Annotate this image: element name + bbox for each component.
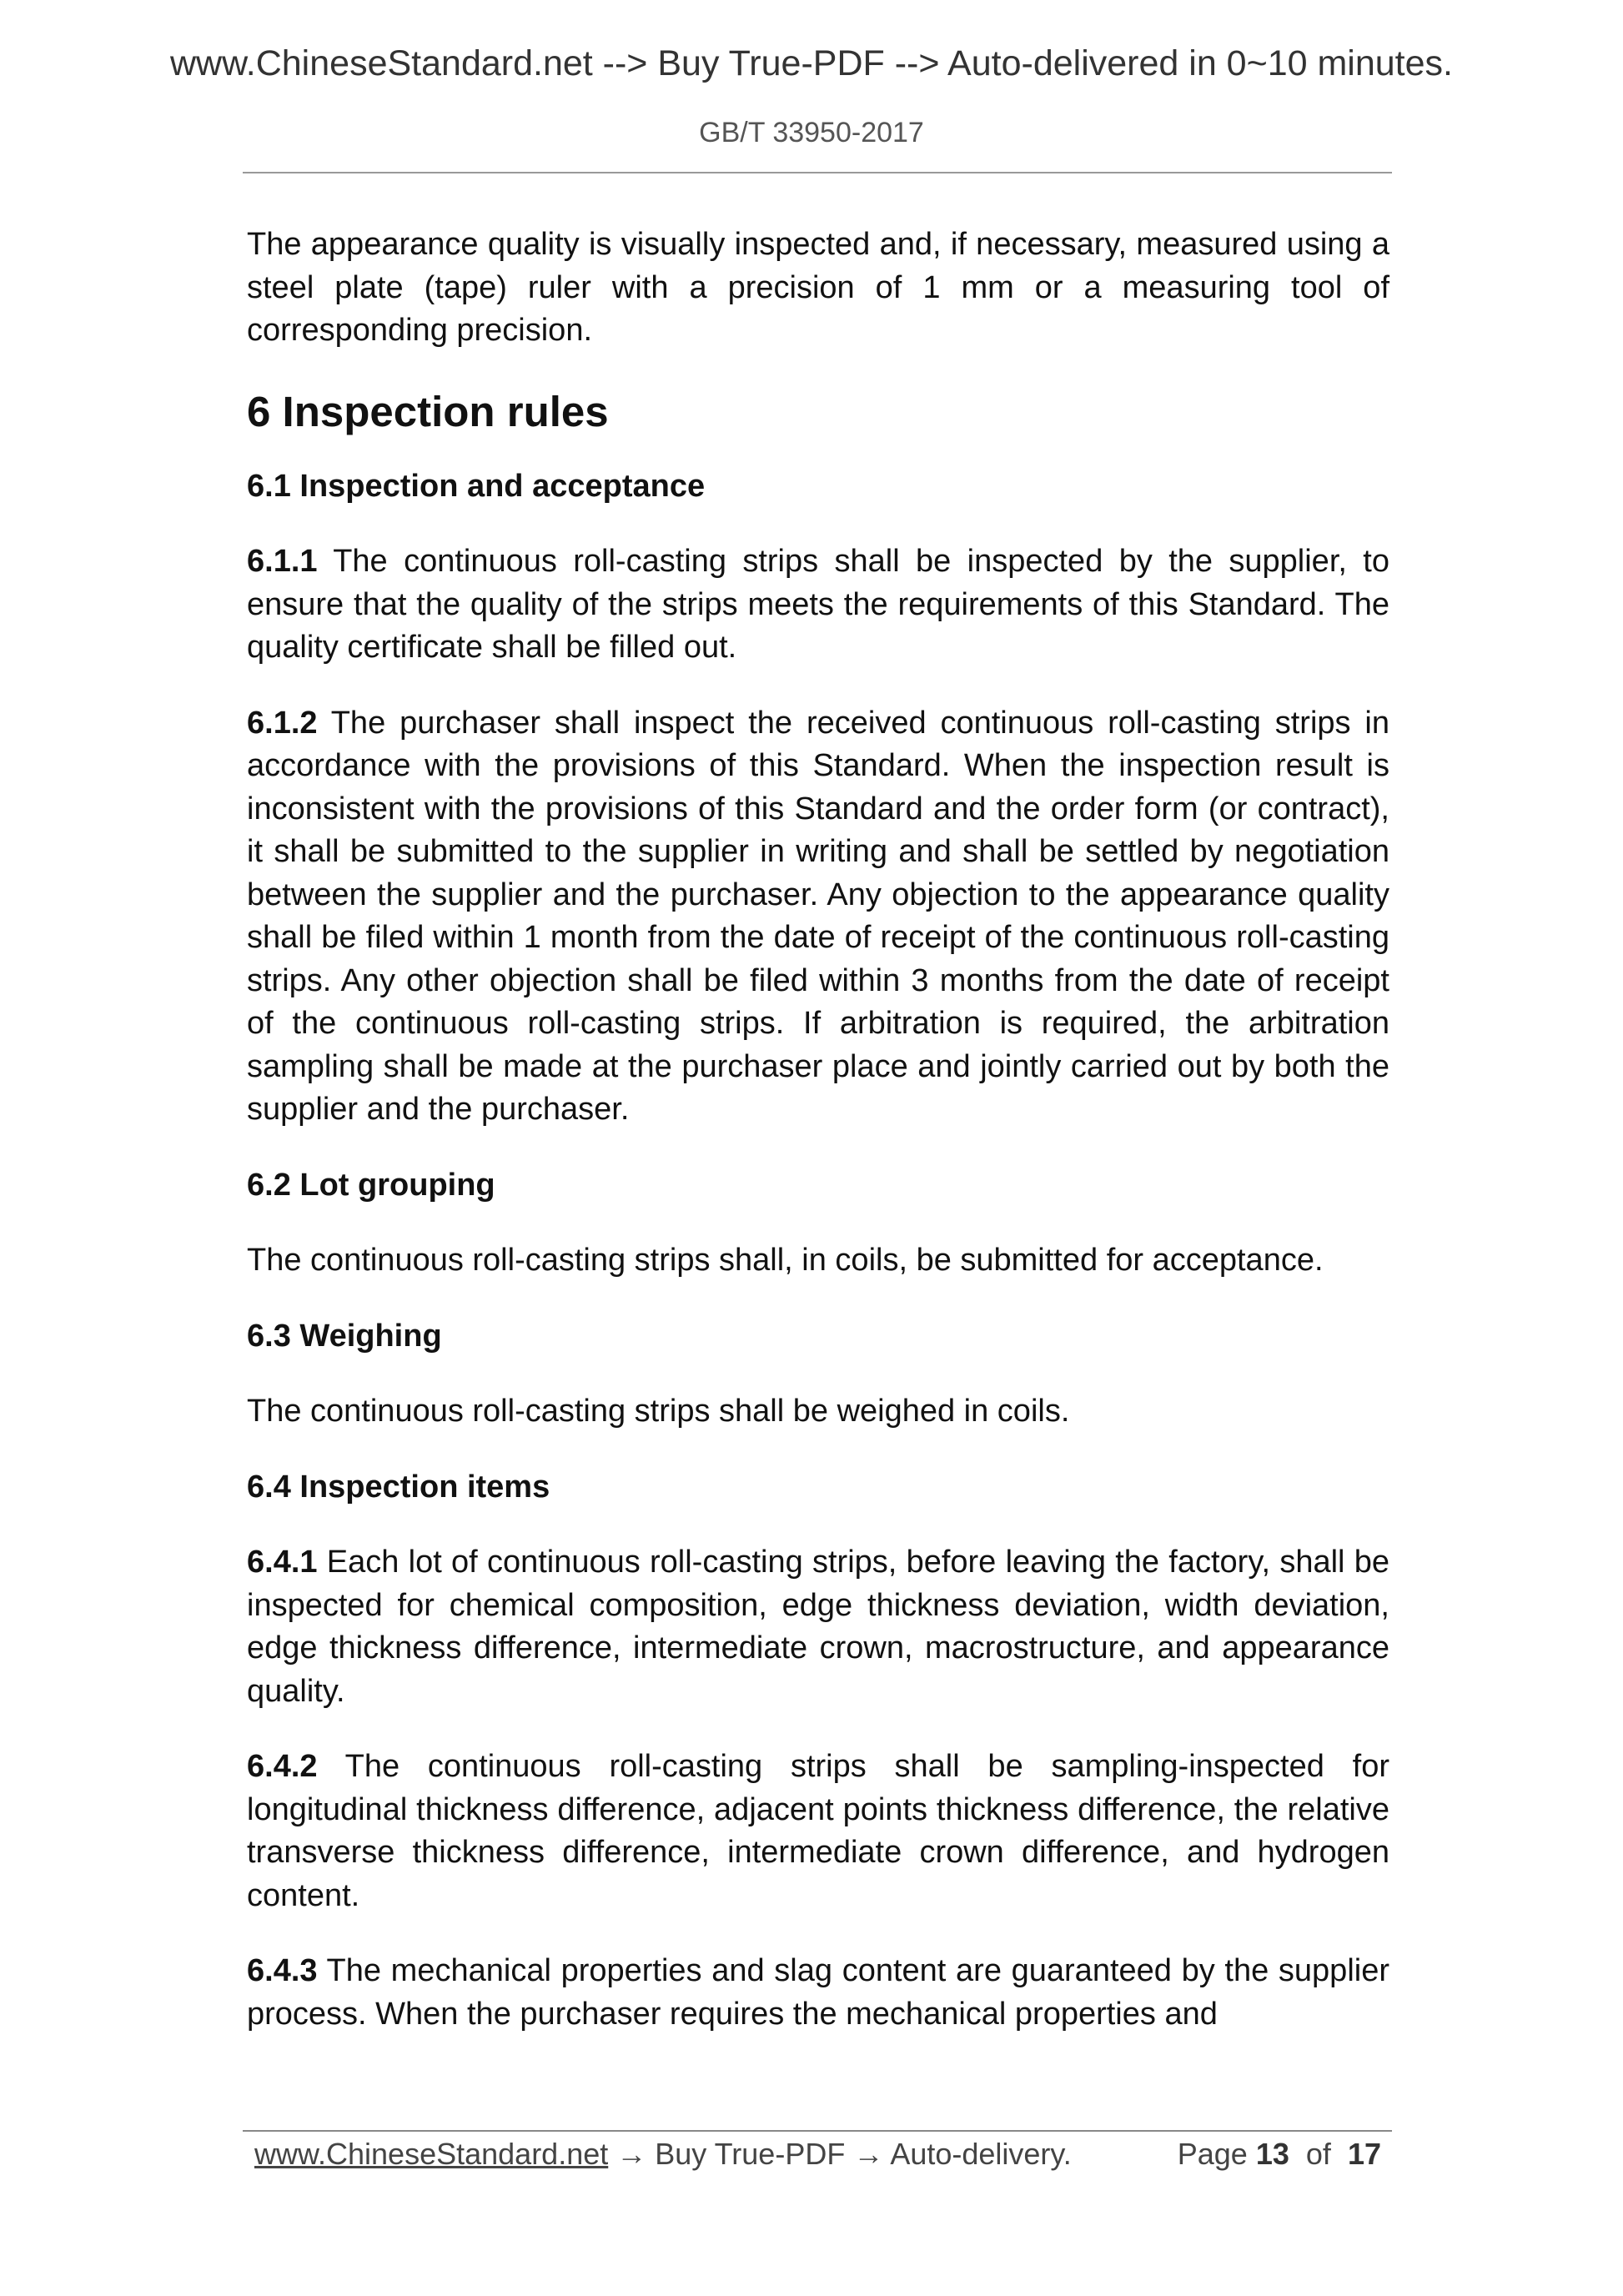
clause-text: The mechanical properties and slag content are guaranteed by the supplier process. When the purchaser requires the mechanical properties and (247, 1953, 1389, 2032)
page-current: 13 (1255, 2137, 1289, 2171)
page-total: 17 (1347, 2137, 1381, 2171)
section-6-4-heading: 6.4 Inspection items (247, 1469, 550, 1505)
footer-site-link[interactable]: www.ChineseStandard.net (254, 2137, 609, 2171)
clause-6-1-2 (247, 702, 1389, 1132)
page-indicator (1178, 2137, 1381, 2172)
clause-text: The continuous roll-casting strips shall be sampling-inspected for longitudinal thickness difference, adjacent points thickness difference, the relative transverse thickness difference, intermediate crown difference, and hydrogen content. (247, 1749, 1389, 1913)
section-6-1-heading: 6.1 Inspection and acceptance (247, 468, 706, 504)
clause-6-4-2 (247, 1746, 1389, 1917)
chapter-heading: 6 Inspection rules (247, 387, 609, 435)
clause-number: 6.4.3 (247, 1953, 318, 1988)
clause-6-4-3 (247, 1950, 1389, 2036)
section-6-3-heading: 6.3 Weighing (247, 1318, 442, 1354)
clause-number: 6.1.2 (247, 705, 318, 741)
section-6-2-text: The continuous roll-casting strips shall, in coils, be submitted for acceptance. (247, 1243, 1324, 1278)
intro-paragraph: The appearance quality is visually inspected and, if necessary, measured using a steel plate (tape) ruler with a precision of 1 mm or a measuring tool of corresponding precision. (247, 227, 1389, 348)
clause-number: 6.4.1 (247, 1545, 318, 1580)
clause-number: 6.4.2 (247, 1749, 318, 1784)
site-banner: www.ChineseStandard.net --> Buy True-PDF --> Auto-delivered in 0~10 minutes. (169, 43, 1453, 83)
clause-text: Each lot of continuous roll-casting strips, before leaving the factory, shall be inspected for chemical composition, edge thickness deviation, width deviation, edge thickness difference, intermediate crown, macrostructure, and appearance quality. (247, 1545, 1389, 1709)
clause-number: 6.1.1 (247, 544, 318, 579)
footer-tagline: → Buy True-PDF → Auto-delivery. (608, 2137, 1072, 2171)
header-divider (243, 172, 1392, 173)
section-6-2-heading: 6.2 Lot grouping (247, 1167, 495, 1203)
clause-6-1-1 (247, 540, 1389, 670)
clause-6-4-1 (247, 1541, 1389, 1713)
document-body (247, 224, 1389, 2068)
page-label: Page (1177, 2137, 1248, 2171)
page-footer (254, 2137, 1384, 2172)
standard-number: GB/T 33950-2017 (699, 117, 924, 148)
footer-divider (243, 2130, 1392, 2132)
clause-text: The continuous roll-casting strips shall be inspected by the supplier, to ensure that the quality of the strips meets the requirements of this Standard. The quality certificate shall be filled out. (247, 544, 1389, 665)
page-of: of (1305, 2137, 1331, 2171)
section-6-3-text: The continuous roll-casting strips shall be weighed in coils. (247, 1394, 1070, 1429)
clause-text: The purchaser shall inspect the received continuous roll-casting strips in accordance with the provisions of this Standard. When the inspection result is inconsistent with the provisions of this Standard and the order form (or contract), it shall be submitted to the supplier in writing and shall be settled by negotiation between the supplier and the purchaser. Any objection to the appearance quality shall be filed within 1 month from the date of receipt of the continuous roll-casting strips. Any other objection shall be filed within 3 months from the date of receipt of the continuous roll-casting strips. If arbitration is required, the arbitration sampling shall be made at the purchaser place and jointly carried out by both the supplier and the purchaser. (247, 705, 1389, 1127)
